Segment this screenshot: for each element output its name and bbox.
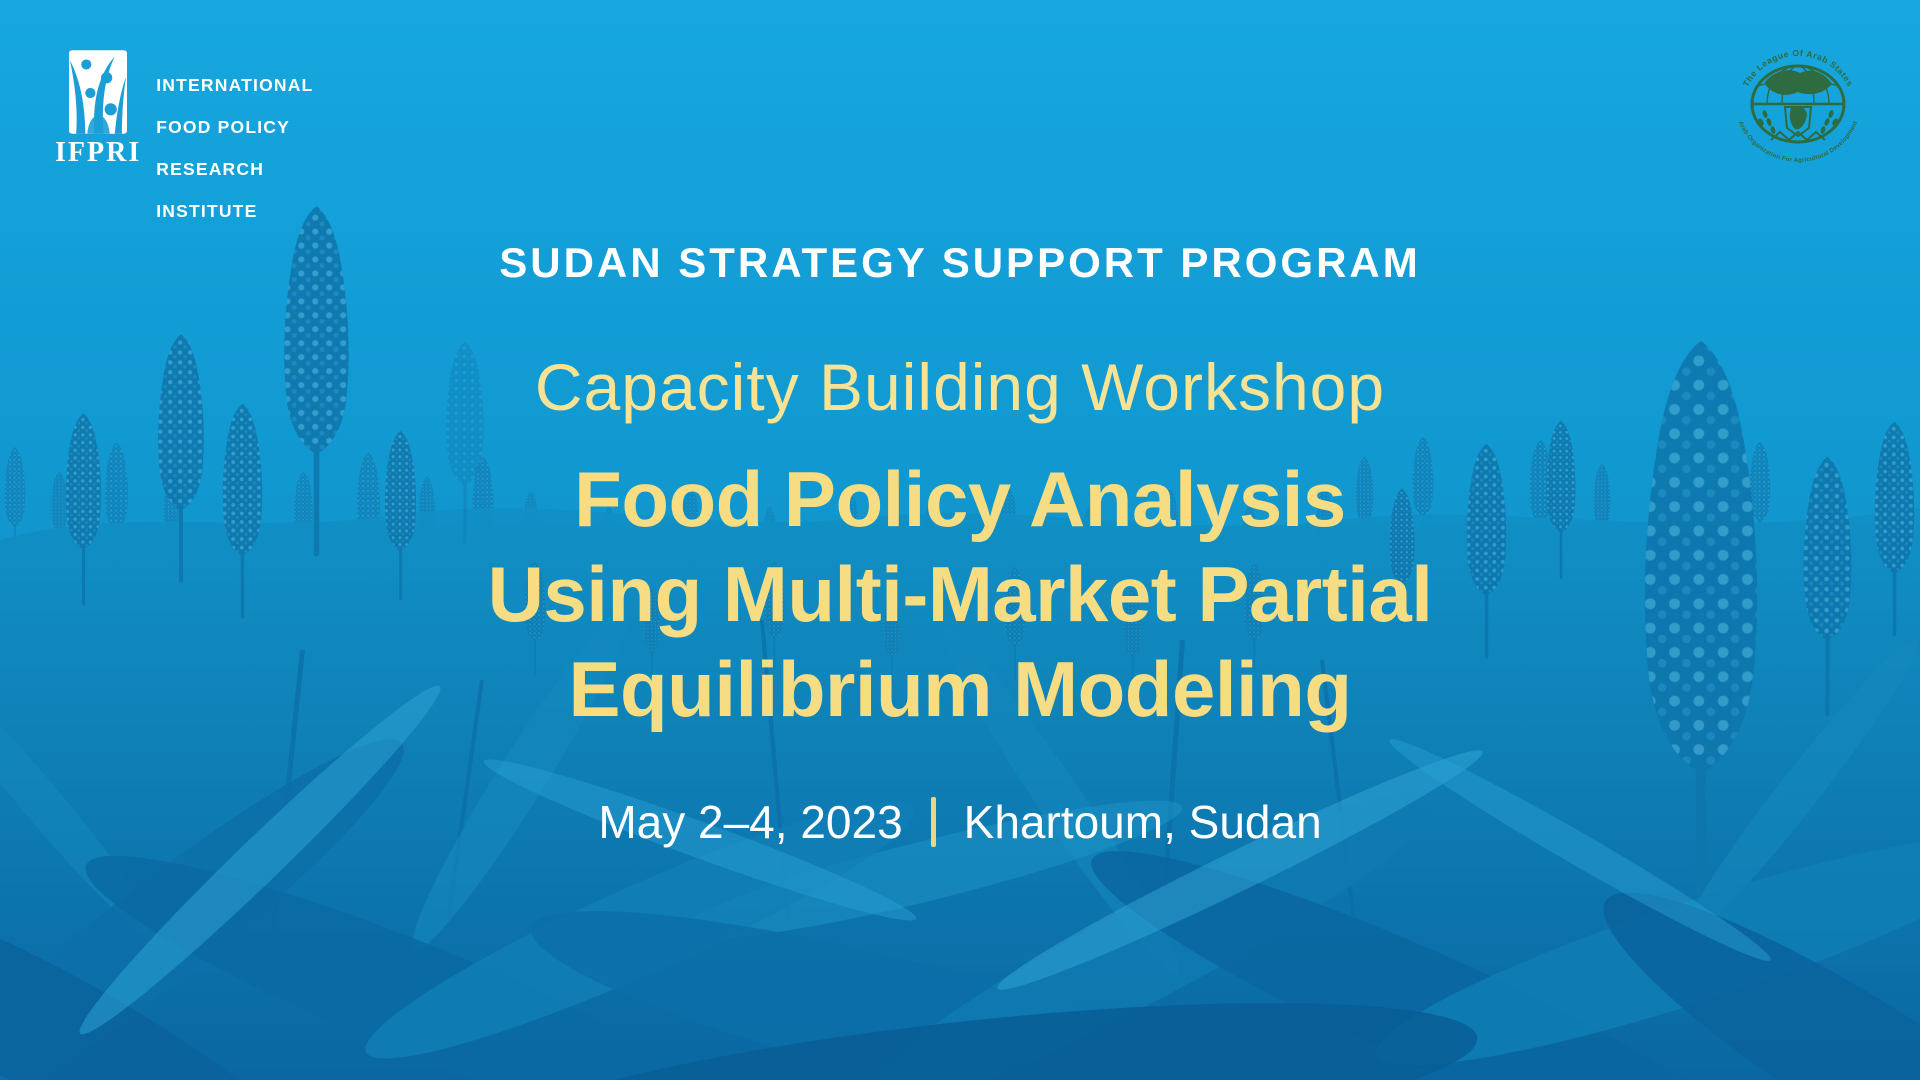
program-title: SUDAN STRATEGY SUPPORT PROGRAM bbox=[499, 239, 1421, 286]
ifpri-acronym: IFPRI bbox=[55, 137, 142, 168]
ifpri-name-line: INSTITUTE bbox=[156, 201, 258, 221]
main-title-line: Using Multi-Market Partial bbox=[487, 550, 1433, 638]
ifpri-name-line: FOOD POLICY bbox=[156, 117, 290, 137]
event-dateline bbox=[0, 794, 1920, 850]
workshop-subtitle: Capacity Building Workshop bbox=[534, 350, 1386, 424]
event-location: Khartoum, Sudan bbox=[963, 796, 1322, 848]
ifpri-name-line: RESEARCH bbox=[156, 159, 265, 179]
ifpri-name-line: INTERNATIONAL bbox=[156, 75, 314, 95]
date-location-divider bbox=[931, 797, 936, 847]
main-title bbox=[0, 452, 1920, 737]
event-date: May 2–4, 2023 bbox=[598, 796, 903, 848]
aoad-bottom-arc-text: Arab Organization For Agricultural Development bbox=[1736, 119, 1860, 165]
aoad-top-arc-text: The League Of Arab States bbox=[1740, 47, 1856, 89]
main-title-line: Food Policy Analysis bbox=[574, 455, 1346, 543]
main-title-line: Equilibrium Modeling bbox=[568, 645, 1352, 733]
